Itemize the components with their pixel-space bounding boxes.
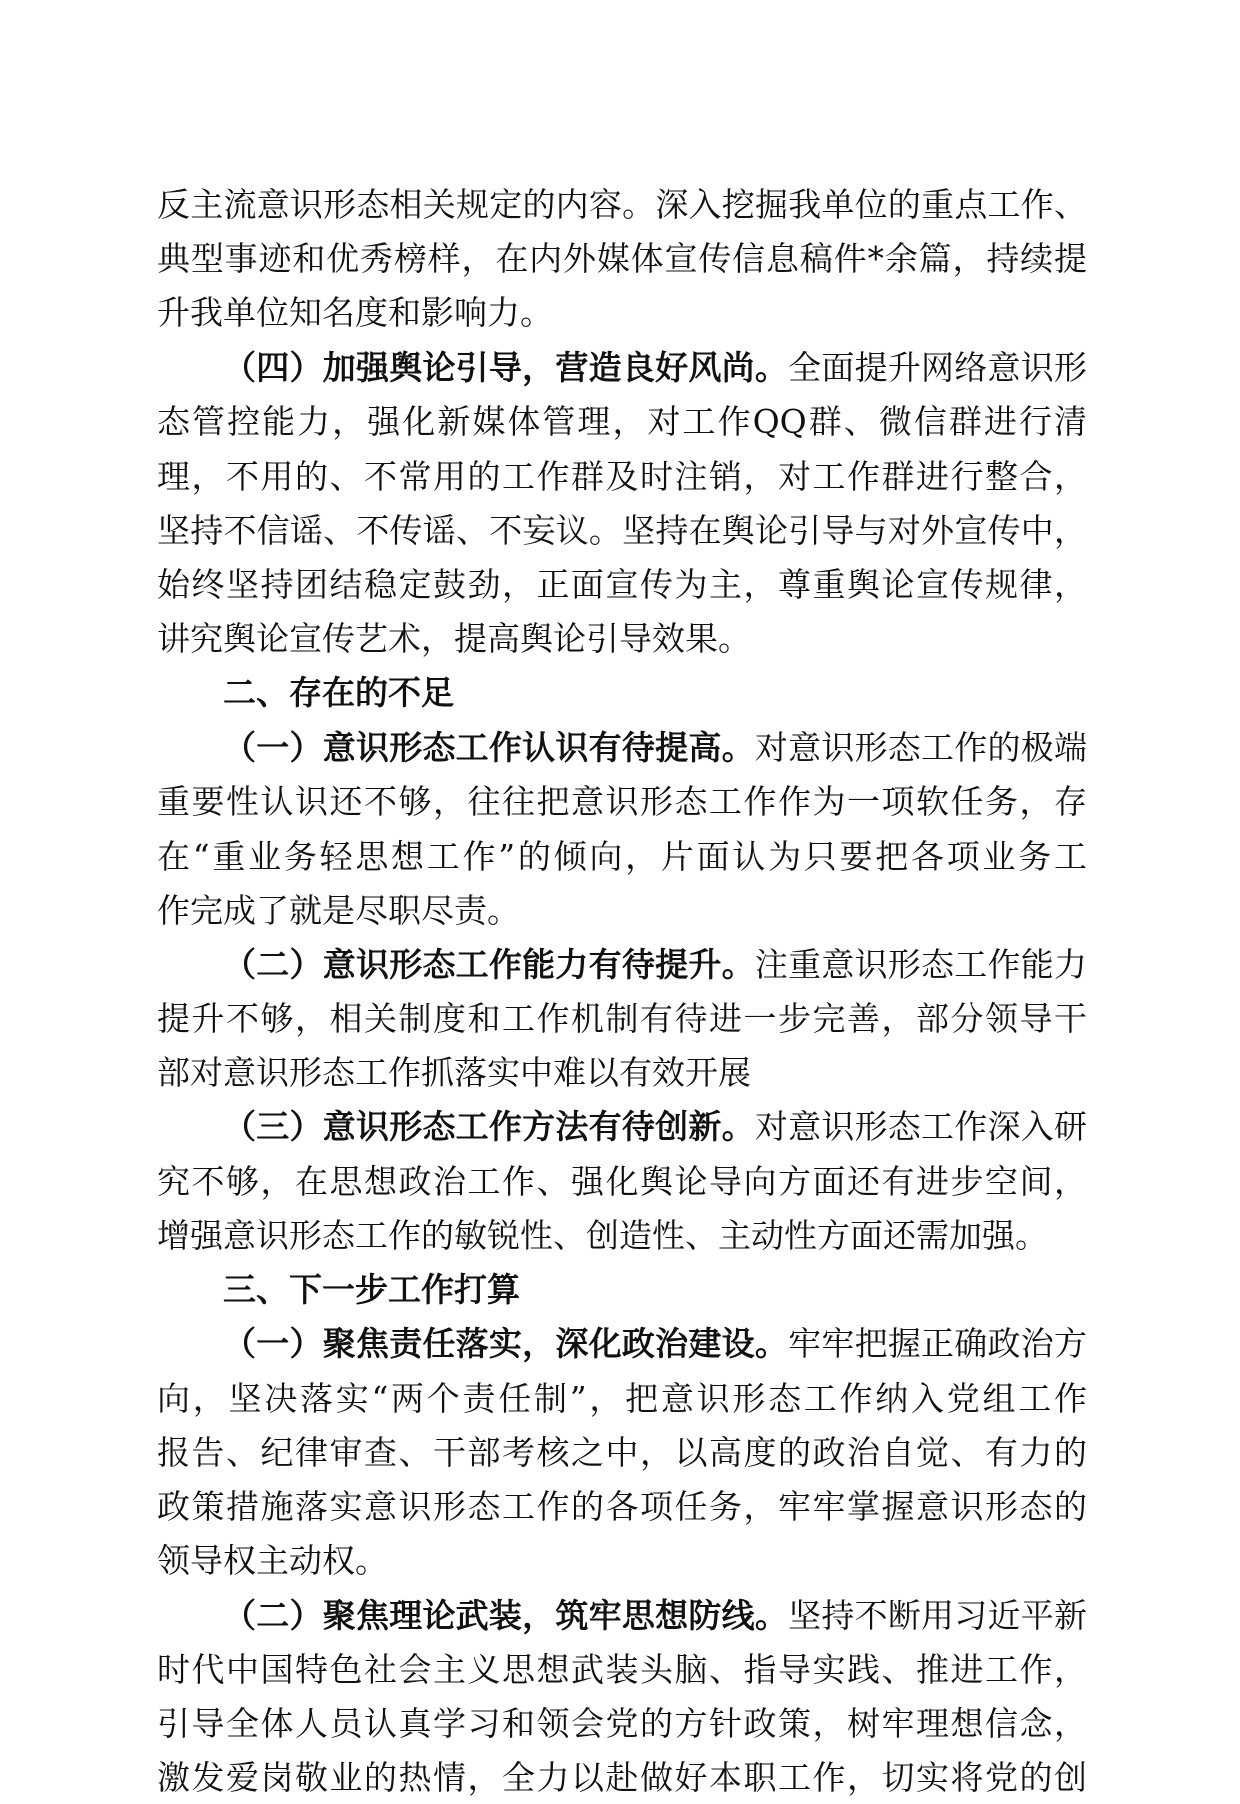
paragraph-lead-line (223, 1318, 1087, 1370)
body-line: 报告、纪律审查、干部考核之中，以高度的政治自觉、有力的 (157, 1433, 1087, 1472)
body-line: 政策措施落实意识形态工作的各项任务，牢牢掌握意识形态的 (157, 1487, 1087, 1526)
section-heading: 二、存在的不足 (223, 673, 454, 712)
paragraph-lead: （四）加强舆论引导，营造良好风尚。 (223, 348, 789, 387)
body-line: 讲究舆论宣传艺术，提高舆论引导效果。 (157, 619, 751, 658)
paragraph-lead-line (223, 342, 1087, 394)
body-line: 态管控能力，强化新媒体管理，对工作QQ群、微信群进行清 (157, 402, 1087, 441)
body-line: 在“重业务轻思想工作”的倾向，片面认为只要把各项业务工 (157, 837, 1087, 876)
paragraph-lead: （三）意识形态工作方法有待创新。 (223, 1107, 755, 1146)
paragraph-lead-line (223, 939, 1087, 991)
body-line: 典型事迹和优秀榜样，在内外媒体宣传信息稿件*余篇，持续提 (157, 239, 1087, 278)
paragraph-text: 牢牢把握正确政治方 (788, 1324, 1087, 1363)
body-line: 领导权主动权。 (157, 1541, 388, 1580)
body-line: 增强意识形态工作的敏锐性、创造性、主动性方面还需加强。 (157, 1216, 1048, 1255)
body-line: 理，不用的、不常用的工作群及时注销，对工作群进行整合， (157, 457, 1087, 496)
paragraph-text: 全面提升网络意识形 (788, 348, 1087, 387)
paragraph-lead: （二）聚焦理论武装，筑牢思想防线。 (223, 1596, 789, 1635)
paragraph-lead: （一）聚焦责任落实，深化政治建设。 (223, 1324, 789, 1363)
body-line: 始终坚持团结稳定鼓劲，正面宣传为主，尊重舆论宣传规律， (157, 565, 1087, 604)
body-line: 升我单位知名度和影响力。 (157, 293, 553, 332)
body-line: 激发爱岗敬业的热情，全力以赴做好本职工作，切实将党的创 (157, 1758, 1087, 1797)
paragraph-lead-line (223, 1101, 1087, 1153)
paragraph-lead-line (223, 722, 1087, 774)
section-heading: 三、下一步工作打算 (223, 1270, 520, 1309)
body-line: 引导全体人员认真学习和领会党的方针政策，树牢理想信念， (157, 1704, 1087, 1743)
body-line: 部对意识形态工作抓落实中难以有效开展 (157, 1053, 751, 1092)
body-line: 坚持不信谣、不传谣、不妄议。坚持在舆论引导与对外宣传中， (157, 511, 1087, 550)
paragraph-lead: （一）意识形态工作认识有待提高。 (223, 728, 755, 767)
paragraph-text: 对意识形态工作的极端 (754, 728, 1087, 767)
body-line: 重要性认识还不够，往往把意识形态工作作为一项软任务，存 (157, 782, 1087, 821)
body-line: 向，坚决落实“两个责任制”，把意识形态工作纳入党组工作 (157, 1379, 1087, 1418)
paragraph-lead: （二）意识形态工作能力有待提升。 (223, 945, 755, 984)
body-line: 时代中国特色社会主义思想武装头脑、指导实践、推进工作， (157, 1650, 1087, 1689)
body-line: 提升不够，相关制度和工作机制有待进一步完善，部分领导干 (157, 999, 1087, 1038)
body-line: 反主流意识形态相关规定的内容。深入挖掘我单位的重点工作、 (157, 185, 1087, 224)
paragraph-text: 注重意识形态工作能力 (754, 945, 1087, 984)
paragraph-text: 对意识形态工作深入研 (754, 1107, 1087, 1146)
paragraph-lead-line (223, 1590, 1087, 1642)
body-line: 究不够，在思想政治工作、强化舆论导向方面还有进步空间， (157, 1162, 1087, 1201)
paragraph-text: 坚持不断用习近平新 (788, 1596, 1087, 1635)
body-line: 作完成了就是尽职尽责。 (157, 891, 520, 930)
